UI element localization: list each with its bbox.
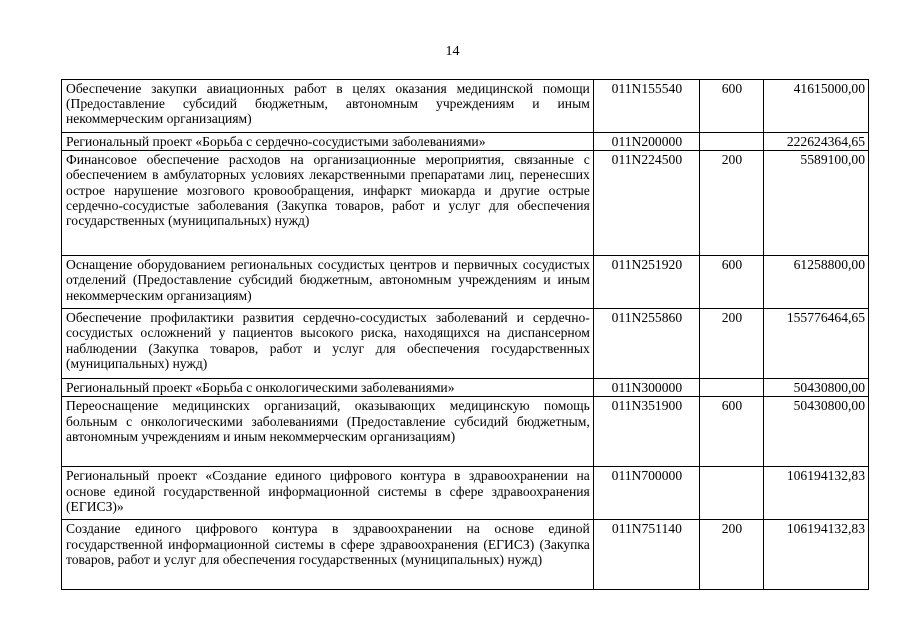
row-name: Региональный проект «Борьба с сердечно-сосудистыми заболеваниями» (62, 133, 594, 151)
row-sum: 106194132,83 (763, 467, 868, 520)
row-sum: 106194132,83 (763, 520, 868, 590)
row-expense-type: 600 (699, 256, 763, 309)
table-row (62, 379, 869, 397)
row-name: Обеспечение закупки авиационных работ в целях оказания медицинской помощи (Предоставление субсидий бюджетным, автономным учреждениям и иным некоммерческим организациям) (62, 80, 594, 133)
row-code: 011N200000 (593, 133, 699, 151)
table-row (62, 80, 869, 133)
row-code: 011N255860 (593, 309, 699, 379)
row-sum: 5589100,00 (763, 151, 868, 256)
row-expense-type (699, 467, 763, 520)
row-name: Создание единого цифрового контура в здравоохранении на основе единой государственной информационной системы в сфере здравоохранения (ЕГИСЗ) (Закупка товаров, работ и услуг для обеспечения государственных (муниципальных) нужд) (62, 520, 594, 590)
table-row (62, 309, 869, 379)
row-sum: 50430800,00 (763, 379, 868, 397)
table-row (62, 520, 869, 590)
row-sum: 155776464,65 (763, 309, 868, 379)
row-sum: 50430800,00 (763, 397, 868, 467)
row-sum: 222624364,65 (763, 133, 868, 151)
row-expense-type: 200 (699, 520, 763, 590)
row-code: 011N155540 (593, 80, 699, 133)
row-name: Региональный проект «Создание единого цифрового контура в здравоохранении на основе единой государственной информационной системы в сфере здравоохранения (ЕГИСЗ)» (62, 467, 594, 520)
row-name: Оснащение оборудованием региональных сосудистых центров и первичных сосудистых отделений (Предоставление субсидий бюджетным, автономным учреждениям и иным некоммерческим организациям) (62, 256, 594, 309)
row-name: Региональный проект «Борьба с онкологическими заболеваниями» (62, 379, 594, 397)
row-code: 011N224500 (593, 151, 699, 256)
table-row (62, 133, 869, 151)
row-code: 011N751140 (593, 520, 699, 590)
row-name: Финансовое обеспечение расходов на организационные мероприятия, связанные с обеспечением в амбулаторных условиях лекарственными препаратами лиц, перенесших острое нарушение мозгового кровообращения, инфаркт миокарда и другие острые сердечно-сосудистые заболевания (Закупка товаров, работ и услуг для обеспечения государственных (муниципальных) нужд) (62, 151, 594, 256)
row-code: 011N351900 (593, 397, 699, 467)
page-number: 14 (445, 44, 460, 59)
row-expense-type (699, 133, 763, 151)
row-name: Переоснащение медицинских организаций, оказывающих медицинскую помощь больным с онкологическими заболеваниями (Предоставление субсидий бюджетным, автономным учреждениям и иным некоммерческим организациям) (62, 397, 594, 467)
row-code: 011N300000 (593, 379, 699, 397)
row-sum: 61258800,00 (763, 256, 868, 309)
row-expense-type: 600 (699, 80, 763, 133)
budget-table (61, 79, 869, 590)
row-expense-type (699, 379, 763, 397)
row-code: 011N700000 (593, 467, 699, 520)
table-row (62, 397, 869, 467)
table-row (62, 151, 869, 256)
row-code: 011N251920 (593, 256, 699, 309)
row-expense-type: 200 (699, 151, 763, 256)
table-row (62, 256, 869, 309)
row-expense-type: 600 (699, 397, 763, 467)
row-sum: 41615000,00 (763, 80, 868, 133)
row-expense-type: 200 (699, 309, 763, 379)
table-row (62, 467, 869, 520)
row-name: Обеспечение профилактики развития сердечно-сосудистых заболеваний и сердечно-сосудистых осложнений у пациентов высокого риска, находящихся на диспансерном наблюдении (Закупка товаров, работ и услуг для обеспечения государственных (муниципальных) нужд) (62, 309, 594, 379)
